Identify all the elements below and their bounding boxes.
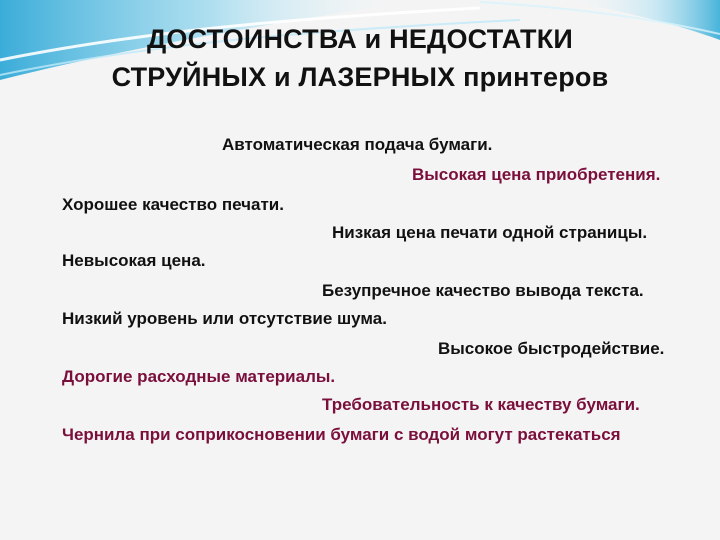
disadvantage-item: Чернила при соприкосновении бумаги с водой могут растекаться (62, 425, 621, 444)
title-line-1: ДОСТОИНСТВА и НЕДОСТАТКИ (146, 24, 574, 54)
advantage-item: Невысокая цена. (62, 251, 206, 270)
advantage-item: Хорошее качество печати. (62, 195, 284, 214)
title-line-2: СТРУЙНЫХ и ЛАЗЕРНЫХ принтеров (111, 62, 609, 92)
disadvantage-item: Высокая цена приобретения. (412, 165, 661, 184)
slide-title (30, 20, 690, 96)
disadvantage-item: Требовательность к качеству бумаги. (322, 395, 640, 414)
advantage-item: Низкий уровень или отсутствие шума. (62, 309, 387, 328)
advantage-item: Безупречное качество вывода текста. (322, 281, 644, 300)
advantage-item: Высокое быстродействие. (438, 339, 665, 358)
advantage-item: Автоматическая подача бумаги. (222, 135, 493, 154)
advantage-item: Низкая цена печати одной страницы. (332, 223, 648, 242)
disadvantage-item: Дорогие расходные материалы. (62, 367, 336, 386)
